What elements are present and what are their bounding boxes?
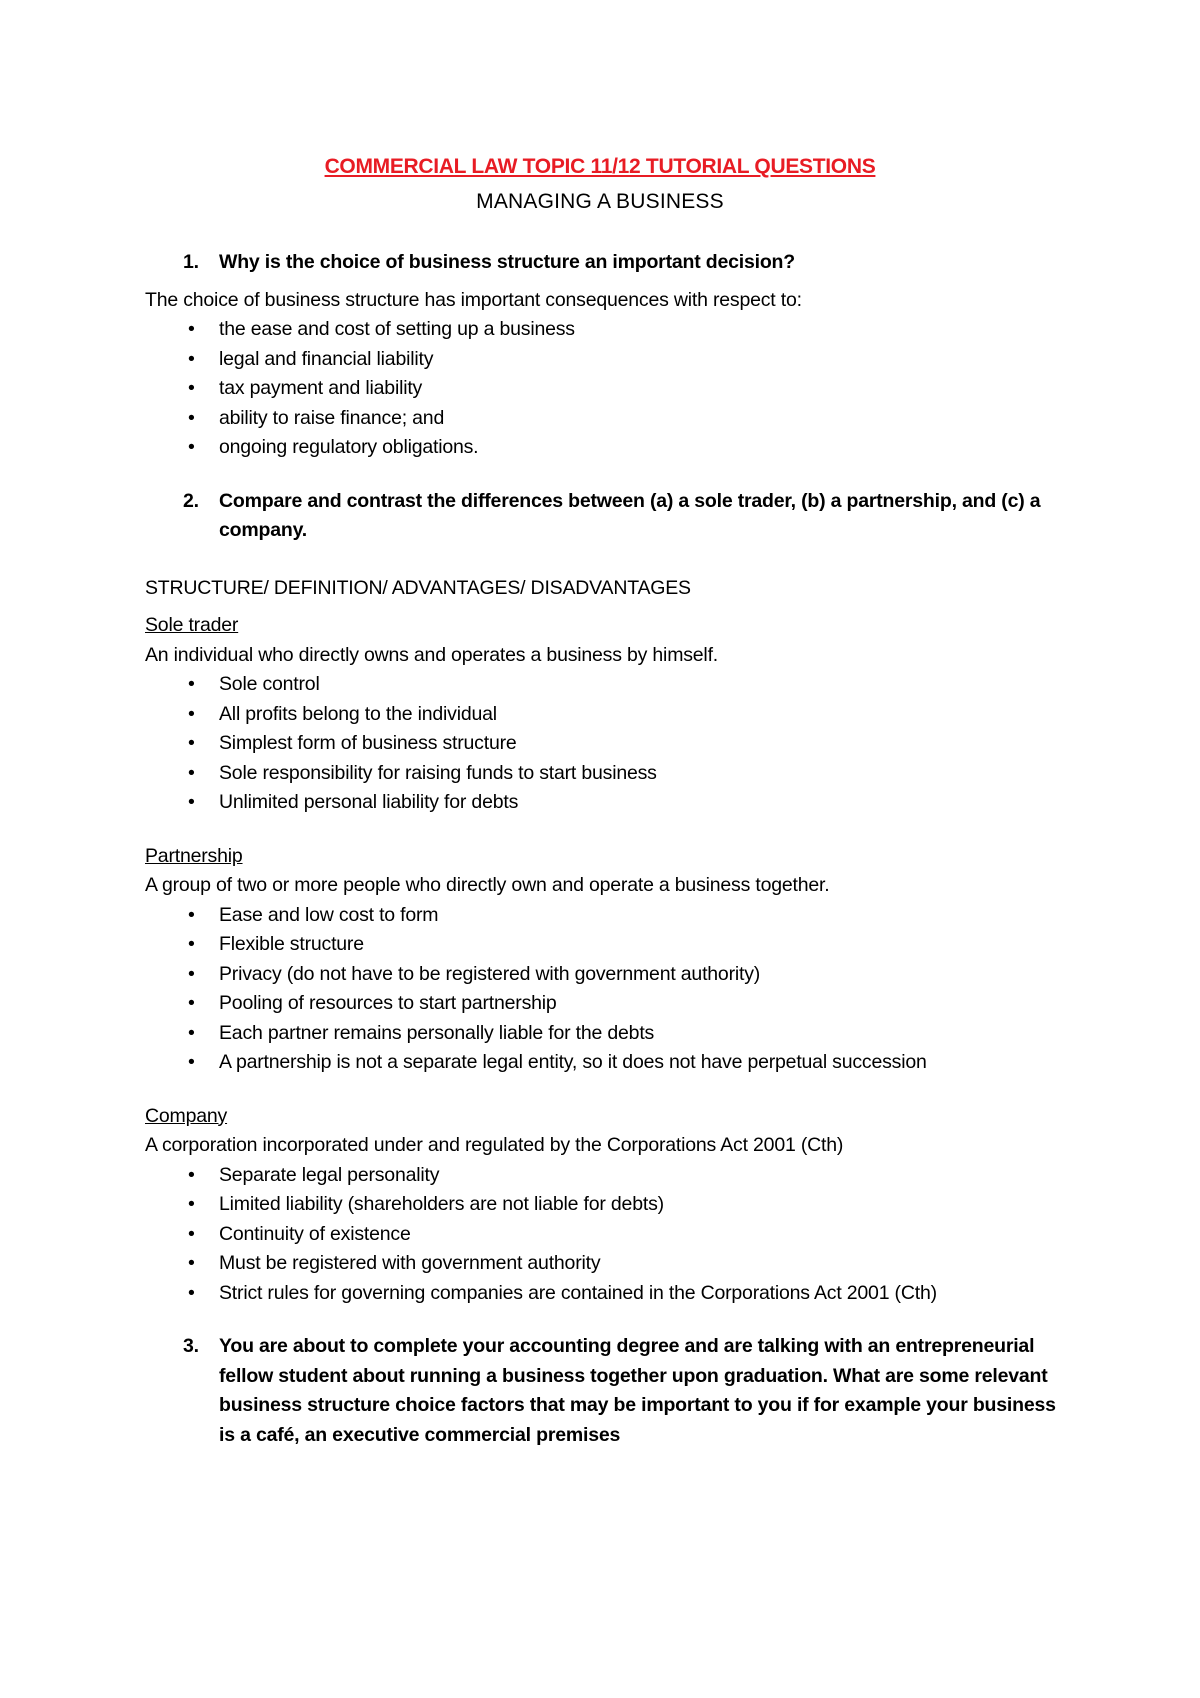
list-item: • Pooling of resources to start partnership [145, 989, 1065, 1019]
question-number: 3. [183, 1335, 199, 1357]
bullet-icon: • [188, 1021, 195, 1044]
bullet-icon: • [188, 702, 195, 725]
list-item: • Separate legal personality [145, 1161, 1065, 1191]
question-text: Compare and contrast the differences between (a) a sole trader, (b) a partnership, and (c) a company. [219, 489, 1041, 541]
bullet-icon: • [188, 436, 195, 458]
list-item: • Sole responsibility for raising funds to start business [145, 759, 1065, 789]
list-item: • the ease and cost of setting up a business [145, 315, 1065, 345]
document-title: COMMERCIAL LAW TOPIC 11/12 TUTORIAL QUESTIONS [324, 155, 876, 178]
list-item: • Privacy (do not have to be registered with government authority) [145, 960, 1065, 990]
partnership-bullet-list [145, 901, 1065, 1078]
list-item: • tax payment and liability [145, 374, 1065, 404]
q1-intro: The choice of business structure has important consequences with respect to: [145, 288, 802, 311]
bullet-icon: • [188, 732, 195, 754]
bullet-icon: • [188, 933, 195, 955]
bullet-icon: • [188, 903, 195, 926]
list-item: • Simplest form of business structure [145, 729, 1065, 759]
list-item: • Continuity of existence [145, 1220, 1065, 1250]
bullet-icon: • [188, 673, 195, 695]
list-item: • Unlimited personal liability for debts [145, 788, 1065, 818]
bullet-icon: • [188, 1281, 195, 1304]
question-2 [145, 487, 1065, 546]
partnership-definition: A group of two or more people who directly own and operate a business together. [145, 874, 830, 896]
question-text: Why is the choice of business structure an important decision? [219, 251, 795, 273]
question-number: 2. [183, 489, 199, 512]
q1-bullet-list [145, 315, 1065, 463]
bullet-icon: • [188, 761, 195, 784]
bullet-icon: • [188, 1222, 195, 1245]
list-item: • Must be registered with government authority [145, 1249, 1065, 1279]
structure-line: STRUCTURE/ DEFINITION/ ADVANTAGES/ DISADVANTAGES [145, 576, 691, 599]
list-item: • All profits belong to the individual [145, 700, 1065, 730]
bullet-icon: • [188, 1193, 195, 1215]
question-text: You are about to complete your accounting degree and are talking with an entrepreneurial fellow student about running a business together upon graduation. What are some relevant business structure choice factors that may be important to you if for example your business is a café, an executive commercial premises [219, 1335, 1056, 1446]
company-bullet-list [145, 1161, 1065, 1309]
bullet-icon: • [188, 962, 195, 985]
bullet-icon: • [188, 318, 195, 340]
document-body [145, 248, 1065, 1450]
list-item: • Flexible structure [145, 930, 1065, 960]
bullet-icon: • [188, 1051, 195, 1073]
bullet-icon: • [188, 992, 195, 1014]
list-item: • ongoing regulatory obligations. [145, 433, 1065, 463]
document-subtitle: MANAGING A BUSINESS [476, 190, 724, 213]
bullet-icon: • [188, 377, 195, 399]
list-item: • legal and financial liability [145, 345, 1065, 375]
question-number: 1. [183, 251, 199, 273]
list-item: • ability to raise finance; and [145, 404, 1065, 434]
sole-trader-definition: An individual who directly owns and operates a business by himself. [145, 643, 718, 666]
list-item: • Each partner remains personally liable for the debts [145, 1019, 1065, 1049]
company-definition: A corporation incorporated under and regulated by the Corporations Act 2001 (Cth) [145, 1134, 844, 1156]
question-1 [145, 248, 1065, 278]
company-heading: Company [145, 1104, 228, 1127]
bullet-icon: • [188, 406, 195, 429]
bullet-icon: • [188, 347, 195, 370]
bullet-icon: • [188, 791, 195, 813]
list-item: • Ease and low cost to form [145, 901, 1065, 931]
list-item: • Limited liability (shareholders are not liable for debts) [145, 1190, 1065, 1220]
list-item: • Sole control [145, 670, 1065, 700]
question-3 [145, 1332, 1065, 1450]
list-item: • Strict rules for governing companies are contained in the Corporations Act 2001 (Cth) [145, 1279, 1065, 1309]
list-item: • A partnership is not a separate legal entity, so it does not have perpetual succession [145, 1048, 1065, 1078]
sole-trader-bullet-list [145, 670, 1065, 818]
sole-trader-heading: Sole trader [145, 614, 239, 636]
partnership-heading: Partnership [145, 844, 243, 867]
bullet-icon: • [188, 1163, 195, 1186]
bullet-icon: • [188, 1252, 195, 1274]
